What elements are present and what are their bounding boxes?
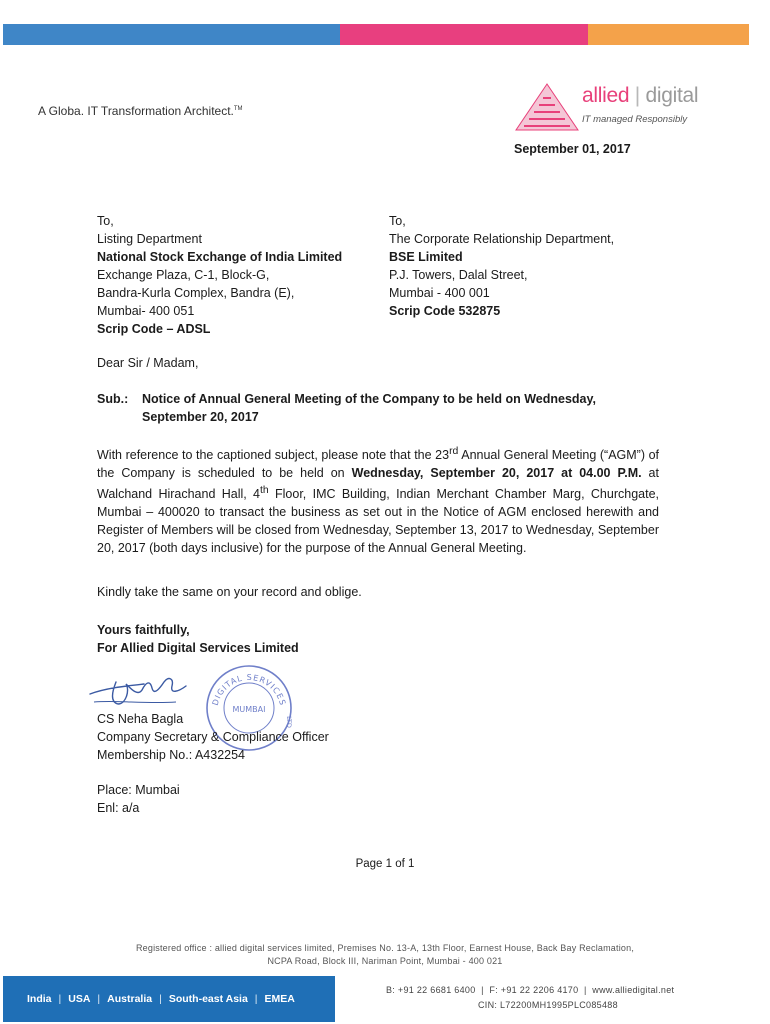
handwritten-signature bbox=[86, 668, 206, 712]
closing-line: Kindly take the same on your record and oblige. bbox=[97, 585, 362, 599]
letter-date: September 01, 2017 bbox=[514, 142, 631, 156]
subject-text: Notice of Annual General Meeting of the Company to be held on Wednesday, September 20, 2017 bbox=[142, 392, 596, 424]
contact-separator: | bbox=[481, 985, 484, 995]
contact-line bbox=[386, 983, 674, 998]
place-block bbox=[97, 781, 180, 817]
address-line: To, bbox=[97, 214, 114, 228]
registered-office-line: NCPA Road, Block III, Nariman Point, Mumbai - 400 021 bbox=[267, 956, 503, 966]
meeting-datetime: Wednesday, September 20, 2017 at 04.00 P.M. bbox=[351, 466, 642, 481]
address-line: To, bbox=[389, 214, 406, 228]
body-text: With reference to the captioned subject, please note that the 23 bbox=[97, 448, 450, 463]
address-line: Mumbai - 400 001 bbox=[389, 286, 490, 300]
logo-divider: | bbox=[629, 84, 646, 107]
page-number: Page 1 of 1 bbox=[355, 858, 415, 870]
allied-digital-logo bbox=[512, 80, 752, 136]
region-separator: | bbox=[58, 993, 62, 1005]
signatory-name: CS Neha Bagla bbox=[97, 712, 184, 726]
region-australia: Australia bbox=[107, 993, 153, 1005]
regions-bar bbox=[3, 976, 335, 1022]
scrip-code: Scrip Code – ADSL bbox=[97, 322, 211, 336]
membership-number: Membership No.: A432254 bbox=[97, 748, 246, 762]
trademark-mark: TM bbox=[233, 106, 243, 112]
fax-number: F: +91 22 2206 4170 bbox=[489, 985, 579, 995]
logo-word-allied: allied bbox=[582, 84, 630, 107]
body-text: at Walchand Hirachand Hall, 4 bbox=[97, 466, 659, 502]
place: Place: Mumbai bbox=[97, 783, 180, 797]
contact-info bbox=[386, 983, 674, 1013]
bar-segment-blue bbox=[3, 24, 340, 45]
salutation: Dear Sir / Madam, bbox=[97, 356, 199, 370]
subject-label: Sub.: bbox=[97, 392, 129, 406]
region-south-east-asia: South-east Asia bbox=[168, 993, 248, 1005]
address-line: National Stock Exchange of India Limited bbox=[97, 250, 343, 264]
signatory-title: Company Secretary & Compliance Officer bbox=[97, 730, 329, 744]
yours-faithfully: Yours faithfully, bbox=[97, 623, 190, 637]
sign-off bbox=[97, 621, 299, 657]
region-india: India bbox=[27, 993, 52, 1005]
address-line: P.J. Towers, Dalal Street, bbox=[389, 268, 528, 282]
ordinal-suffix: rd bbox=[449, 446, 459, 457]
company-tagline: A Globa. IT Transformation Architect.™ bbox=[38, 104, 243, 118]
body-paragraph bbox=[97, 443, 659, 557]
registered-office bbox=[0, 942, 770, 968]
body-text: Floor, IMC Building, Indian Merchant Chamber Marg, Churchgate, Mumbai – 400020 to transact the business as set out in the Notice of AGM enclosed herewith and Register of Members will be closed from Wednesday, September 13, 2017 to Wednesday, September 20, 2017 (both days inclusive) for the purpose of the Annual General Meeting. bbox=[97, 487, 659, 556]
recipient-nse bbox=[97, 212, 342, 338]
contact-separator: | bbox=[584, 985, 587, 995]
ordinal-suffix: th bbox=[260, 485, 269, 497]
address-line: Mumbai- 400 051 bbox=[97, 304, 195, 318]
svg-text:DIGITAL SERVICES bbox=[211, 673, 288, 707]
header-color-bar bbox=[3, 24, 749, 45]
pyramid-logo-icon bbox=[514, 80, 580, 132]
logo-word-digital: digital bbox=[645, 84, 699, 107]
address-line: Exchange Plaza, C-1, Block-G, bbox=[97, 268, 270, 282]
address-line: Listing Department bbox=[97, 232, 202, 246]
subject-line bbox=[97, 390, 662, 426]
region-separator: | bbox=[254, 993, 258, 1005]
phone-number: B: +91 22 6681 6400 bbox=[386, 985, 476, 995]
registered-office-line: Registered office : allied digital services limited, Premises No. 13-A, 13th Floor, Earnest House, Back Bay Reclamation, bbox=[135, 943, 635, 953]
seal-arc-text: DIGITAL SERVICES bbox=[210, 672, 288, 707]
bar-segment-pink bbox=[340, 24, 588, 45]
body-text: Annual General Meeting (“AGM”) of the Company is scheduled to be held on bbox=[97, 448, 660, 481]
seal-side: LTD bbox=[285, 716, 293, 728]
enclosure: Enl: a/a bbox=[97, 801, 140, 815]
address-line: Bandra-Kurla Complex, Bandra (E), bbox=[97, 286, 295, 300]
company-name: For Allied Digital Services Limited bbox=[97, 641, 299, 655]
bar-segment-orange bbox=[588, 24, 749, 45]
seal-city: MUMBAI bbox=[232, 705, 266, 714]
address-line: The Corporate Relationship Department, bbox=[389, 232, 615, 246]
region-separator: | bbox=[159, 993, 162, 1005]
scrip-code: Scrip Code 532875 bbox=[389, 304, 501, 318]
website-link: www.alliedigital.net bbox=[592, 985, 675, 995]
signatory-block bbox=[97, 710, 329, 764]
cin-number: CIN: L72200MH1995PLC085488 bbox=[478, 1000, 618, 1010]
logo-tagline: IT managed Responsibly bbox=[582, 114, 688, 125]
region-separator: | bbox=[97, 993, 101, 1005]
logo-wordmark bbox=[582, 84, 698, 108]
region-emea: EMEA bbox=[264, 993, 295, 1005]
recipient-bse bbox=[389, 212, 614, 320]
region-usa: USA bbox=[68, 993, 91, 1005]
address-line: BSE Limited bbox=[389, 250, 463, 264]
